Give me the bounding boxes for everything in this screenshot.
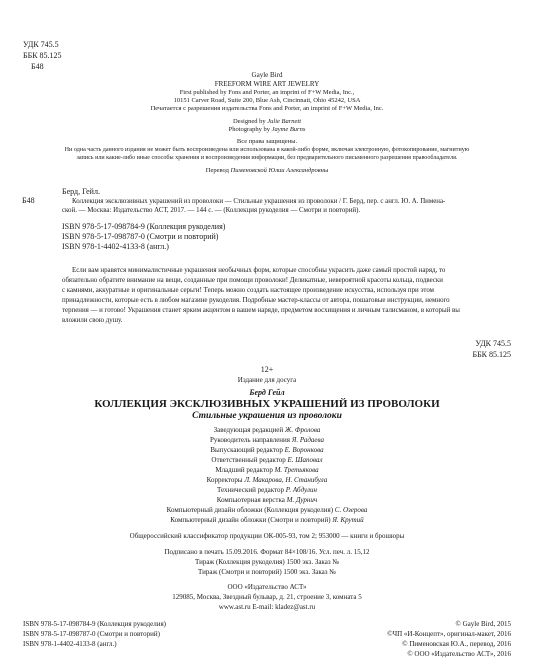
staff-role: Ответственный редактор [211,456,288,464]
staff-name: Е. Шаповал [287,456,323,464]
staff-row [0,506,534,515]
orig-line3: Печатается с разрешения издательства Fons and Porter, an imprint of F+W Media, Inc. [150,105,384,112]
staff-role: Технический редактор [217,486,286,494]
annotation-line6: вложили свою душу. [62,317,123,324]
print-run-1: Тираж (Коллекция рукоделия) 1500 экз. Заказ № [194,558,340,566]
publisher-address: 129085, Москва, Звездный бульвар, д. 21, строение 3, комната 5 [172,593,362,601]
biblio-line1: Коллекция эксклюзивных украшений из проволоки — Стильные украшения из проволоки / Г. Берд, пер. с англ. Ю. А. Пимена- [72,198,446,205]
annotation-line1: Если вам нравятся минималистичные украшения необычных форм, которые способны украсить даже самый простой наряд, то [72,267,446,274]
staff-role: Руководитель направления [209,436,292,444]
edition-type: Издание для досуга [237,376,297,384]
rights-line2: запись или какие-либо иные способы хранения и воспроизведения информации, без предварительного письменного разрешения правообладателя. [76,155,458,161]
isbn-3: ISBN 978-1-4402-4133-8 (англ.) [62,242,169,251]
biblio-line2: ской. — Москва: Издательство АСТ, 2017. — 144 с. — (Коллекция рукоделия — Смотри и повторий). [62,207,361,214]
staff-name: Я. Радаева [291,436,325,444]
annotation-line2: обязательно обратите внимание на вещи, созданные при помощи проволоки! Деликатные, невероятной красоты кольца, подвески [62,277,443,284]
translator-prefix: Перевод [205,167,231,174]
bbk-code: ББК 85.125 [23,51,62,60]
photo-prefix: Photography by [228,126,272,133]
publisher-web: www.ast.ru E-mail: kladez@ast.ru [218,603,316,611]
designer-name: Julie Barnett [267,118,302,125]
isbn-2: ISBN 978-5-17-098787-0 (Смотри и повторий) [62,232,219,241]
main-title: КОЛЛЕКЦИЯ ЭКСКЛЮЗИВНЫХ УКРАШЕНИЙ ИЗ ПРОВОЛОКИ [94,398,440,410]
translator [0,167,534,175]
author-sign: Б48 [31,62,44,71]
isbn-1: ISBN 978-5-17-098784-9 (Коллекция рукоделия) [62,222,226,231]
annotation-line3: с камнями, аккуратные и оригинальные серьги! Теперь можно создать настоящее произведение искусства, используя при этом [62,287,434,294]
rights-line1: Ни одна часть данного издания не может быть воспроизведена или использована в какой-либо форме, включая электронную, фотокопирование, магнитную [64,147,470,153]
staff-row [0,496,534,505]
bottom-isbn-3: ISBN 978-1-4402-4133-8 (англ.) [23,640,117,648]
biblio-author: Берд, Гейл. [62,187,100,196]
staff-role: Корректоры [206,476,245,484]
staff-name: С. Озерова [334,506,368,514]
staff-role: Младший редактор [215,466,275,474]
staff-row [0,486,534,495]
copyright-2: ©ЧП «И-Концепт», оригинал-макет, 2016 [387,630,511,638]
photographer-name: Jayme Burns [271,126,306,133]
orig-line1: First published by Fons and Porter, an imprint of F+W Media, Inc., [179,89,355,96]
publisher-name: ООО «Издательство АСТ» [227,583,307,591]
designed-prefix: Designed by [232,118,268,125]
staff-name: М. Дурнич [286,496,318,504]
print-run-2: Тираж (Смотри и повторий) 1500 экз. Заказ № [198,568,336,576]
staff-row [0,466,534,475]
staff-role: Компьютерный дизайн обложки (Смотри и повторий) [170,516,333,524]
staff-name: Л. Макарова, Н. Станибула [244,476,328,484]
staff-row [0,476,534,485]
age-rating: 12+ [260,365,274,374]
staff-row [0,436,534,445]
orig-title: FREEFORM WIRE ART JEWELRY [214,80,320,88]
copyright-3: © Пименовская Ю.А., перевод, 2016 [402,640,511,648]
staff-role: Компьютерная верстка [216,496,287,504]
copyright-1: © Gayle Bird, 2015 [455,620,511,628]
bottom-isbn-1: ISBN 978-5-17-098784-9 (Коллекция рукоделия) [23,620,166,628]
orig-line2: 10151 Carver Road, Suite 200, Blue Ash, Cincinnati, Ohio 45242, USA [173,97,361,104]
staff-row [0,516,534,525]
staff-row [0,456,534,465]
bottom-isbn-2: ISBN 978-5-17-098787-0 (Смотри и повторий) [23,630,160,638]
staff-name: М. Третьякова [274,466,319,474]
orig-author: Gayle Bird [251,71,283,79]
udk-right: УДК 745.5 [475,339,511,348]
staff-role: Заведующая редакцией [213,426,285,434]
rights-title: Все права защищены. [236,138,298,145]
author-name: Берд Гейл [249,388,285,397]
bbk-right: ББК 85.125 [472,350,511,359]
print-signed: Подписано в печать 15.09.2016. Формат 84×108/16. Усл. печ. л. 15,12 [164,548,370,556]
translator-name: Пименовской Юлии Александровны [230,167,329,174]
annotation-line5: терпения — и готово! Украшения станет ярким акцентом в вашем наряде, предметом восхищения и личным талисманом, в который вы [62,307,460,314]
subtitle: Стильные украшения из проволоки [192,411,342,421]
staff-name: Ж. Фролова [284,426,321,434]
staff-row [0,426,534,435]
designed-by [0,118,534,126]
photography-by [0,126,534,134]
classifier: Общероссийский классификатор продукции ОК-005-93, том 2; 953000 — книги и брошюры [129,532,405,540]
copyright-4: © ООО «Издательство АСТ», 2016 [407,650,511,658]
staff-name: Р. Абдулин [285,486,317,494]
staff-role: Выпускающий редактор [210,446,285,454]
staff-name: Е. Воронкова [284,446,324,454]
biblio-code: Б48 [22,196,35,205]
staff-row [0,446,534,455]
staff-name: Я. Крутий [332,516,364,524]
udk-code: УДК 745.5 [23,40,59,49]
annotation-line4: принадлежности, которые есть в любом магазине рукоделия. Подробные мастер-классы от автора, пошаговые инструкции, немного [62,297,450,304]
staff-role: Компьютерный дизайн обложки (Коллекция рукоделия) [166,506,335,514]
